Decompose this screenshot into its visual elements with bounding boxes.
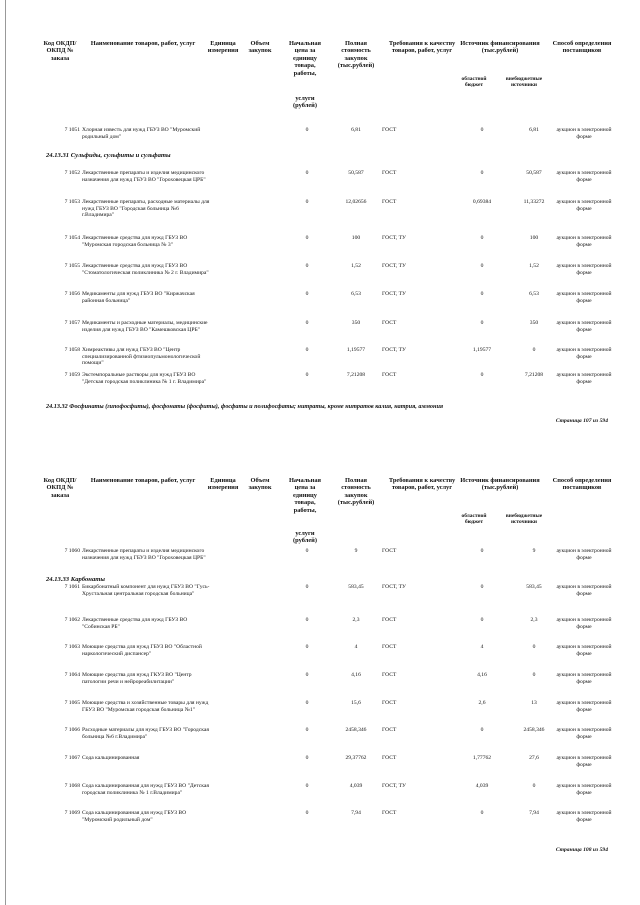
- row-name: Сода кальцинированная: [82, 755, 140, 761]
- row-total: 100: [351, 235, 361, 241]
- row-code: 7 1065: [64, 700, 80, 706]
- row-price: 0: [305, 727, 309, 733]
- row-regional: 0: [480, 584, 484, 590]
- row-code: 7 1069: [64, 810, 80, 816]
- row-code: 7 1057: [64, 320, 80, 326]
- row-code: 7 1052: [64, 170, 80, 176]
- row-code: 7 1068: [64, 783, 80, 789]
- row-external: 1,52: [529, 263, 539, 269]
- row-requirements: ГОСТ, ТУ: [382, 235, 406, 241]
- header-price: Начальная цена за единицу товара, работы,: [288, 477, 322, 514]
- row-price: 0: [305, 320, 309, 326]
- row-regional: 1,77762: [472, 755, 492, 761]
- section-heading: 24.13.33 Карбонаты: [46, 576, 105, 583]
- row-price: 0: [305, 700, 309, 706]
- row-code: 7 1062: [64, 617, 80, 623]
- row-requirements: ГОСТ: [382, 644, 397, 650]
- row-name: Сода кальцинированная для нужд ГБУЗ ВО "Детская городская поликлиника № 1 г.Владимира": [82, 783, 209, 796]
- row-requirements: ГОСТ: [382, 199, 397, 205]
- row-total: 15,6: [351, 700, 361, 706]
- row-name: Медикаменты и расходные материалы, медицинские изделия для нужд ГБУЗ ВО "Камешковская ЦРБ": [82, 320, 208, 333]
- header-price: Начальная цена за единицу товара, работы,: [288, 40, 322, 77]
- header-name: Наименование товаров, работ, услуг: [90, 477, 196, 484]
- header-volume: Объем закупок: [248, 477, 272, 492]
- row-regional: 0: [480, 291, 484, 297]
- row-regional: 4: [480, 644, 484, 650]
- row-total: 9: [354, 548, 358, 554]
- header-code: Код ОКДП/ ОКПД № заказа: [43, 40, 77, 62]
- row-price: 0: [305, 755, 309, 761]
- header-total: Полная стоимость закупок (тыс.рублей): [337, 40, 375, 70]
- row-price: 0: [305, 235, 309, 241]
- row-regional: 0: [480, 170, 484, 176]
- row-regional: 4,039: [475, 783, 489, 789]
- row-total: 2458,346: [345, 727, 367, 733]
- row-price: 0: [305, 548, 309, 554]
- row-external: 100: [529, 235, 539, 241]
- row-method: аукцион в электронной форме: [556, 372, 612, 385]
- row-code: 7 1064: [64, 672, 80, 678]
- header-requirements: Требования к качеству товаров, работ, услуг: [388, 477, 456, 492]
- row-code: 7 1061: [64, 584, 80, 590]
- row-method: аукцион в электронной форме: [556, 810, 612, 823]
- row-method: аукцион в электронной форме: [556, 347, 612, 360]
- header-method: Способ определения поставщиков: [552, 40, 612, 55]
- header-volume: Объем закупок: [248, 40, 272, 55]
- row-method: аукцион в электронной форме: [556, 727, 612, 740]
- row-external: 9: [532, 548, 536, 554]
- row-external: 0: [532, 347, 536, 353]
- row-code: 7 1067: [64, 755, 80, 761]
- row-requirements: ГОСТ: [382, 372, 397, 378]
- row-external: 13: [531, 700, 537, 706]
- row-price: 0: [305, 584, 309, 590]
- row-total: 1,52: [351, 263, 361, 269]
- row-requirements: ГОСТ, ТУ: [382, 347, 406, 353]
- row-total: 7,21208: [346, 372, 366, 378]
- row-total: 4: [354, 644, 358, 650]
- row-external: 0: [532, 644, 536, 650]
- row-regional: 0: [480, 127, 484, 133]
- row-external: 583,45: [526, 584, 542, 590]
- row-name: Лекарственные препараты и изделия медицинского назначения для нужд ГБУЗ ВО "Гороховецкая ЦРБ": [82, 548, 206, 561]
- row-code: 7 1051: [64, 127, 80, 133]
- row-total: 12,02656: [345, 199, 367, 205]
- header-source: Источник финансирования (тыс.рублей): [460, 40, 540, 55]
- row-external: 6,53: [529, 291, 539, 297]
- row-requirements: ГОСТ: [382, 127, 397, 133]
- row-price: 0: [305, 810, 309, 816]
- row-total: 4,16: [351, 672, 361, 678]
- row-name: Расходные материалы для нужд ГБУЗ ВО "Городская больница №6 г.Владимира": [82, 727, 209, 740]
- row-code: 7 1059: [64, 372, 80, 378]
- row-requirements: ГОСТ, ТУ: [382, 263, 406, 269]
- row-external: 2,3: [530, 617, 538, 623]
- row-name: Лекарственные средства для нужд ГБУЗ ВО "Муромская городская больница № 3": [82, 235, 188, 248]
- row-code: 7 1066: [64, 727, 80, 733]
- row-price: 0: [305, 347, 309, 353]
- row-requirements: ГОСТ: [382, 548, 397, 554]
- row-external: 7,21208: [524, 372, 544, 378]
- row-external: 350: [529, 320, 539, 326]
- row-code: 7 1063: [64, 644, 80, 650]
- row-regional: 0: [480, 320, 484, 326]
- row-regional: 0: [480, 372, 484, 378]
- row-method: аукцион в электронной форме: [556, 672, 612, 685]
- row-price: 0: [305, 644, 309, 650]
- row-total: 583,45: [348, 584, 364, 590]
- row-total: 50,587: [348, 170, 364, 176]
- row-regional: 0: [480, 548, 484, 554]
- row-method: аукцион в электронной форме: [556, 235, 612, 248]
- row-regional: 0: [480, 810, 484, 816]
- header-src-regional: областной бюджет: [461, 76, 487, 88]
- row-requirements: ГОСТ: [382, 755, 397, 761]
- row-method: аукцион в электронной форме: [556, 584, 612, 597]
- header-unit: Единица измерения: [207, 477, 239, 492]
- header-src-external: внебюджетные источники: [505, 76, 543, 88]
- row-name: Экстемпоральные растворы для нужд ГБУЗ ВО "Детская городская поликлиника № 1 г. Владимира": [82, 372, 207, 385]
- row-regional: 0: [480, 617, 484, 623]
- row-price: 0: [305, 127, 309, 133]
- row-price: 0: [305, 291, 309, 297]
- row-requirements: ГОСТ, ТУ: [382, 783, 406, 789]
- row-regional: 2,6: [478, 700, 486, 706]
- row-total: 350: [351, 320, 361, 326]
- row-total: 6,53: [351, 291, 361, 297]
- row-code: 7 1054: [64, 235, 80, 241]
- row-requirements: ГОСТ: [382, 727, 397, 733]
- row-external: 0: [532, 783, 536, 789]
- row-name: Моющие средства для нужд ГКУЗ ВО "Центр патологии речи и нейрореабилитации": [82, 672, 192, 685]
- row-price: 0: [305, 199, 309, 205]
- row-name: Моющие средства и хозяйственные товары для нужд ГБУЗ ВО "Муромская городская больница №1": [82, 700, 209, 713]
- row-external: 50,587: [526, 170, 542, 176]
- row-method: аукцион в электронной форме: [556, 127, 612, 140]
- row-method: аукцион в электронной форме: [556, 644, 612, 657]
- row-requirements: ГОСТ: [382, 320, 397, 326]
- row-external: 11,33272: [523, 199, 545, 205]
- row-code: 7 1056: [64, 291, 80, 297]
- row-code: 7 1055: [64, 263, 80, 269]
- header-unit: Единица измерения: [207, 40, 239, 55]
- row-requirements: ГОСТ: [382, 700, 397, 706]
- row-price: 0: [305, 617, 309, 623]
- row-external: 7,94: [529, 810, 539, 816]
- row-name: Лекарственные препараты, расходные материалы для нужд ГБУЗ ВО "Городская больница №6 г.Владимира": [82, 199, 210, 219]
- row-name: Сода кальцинированная для нужд ГБУЗ ВО "Муромский родильный дом": [82, 810, 187, 823]
- row-price: 0: [305, 783, 309, 789]
- header-source: Источник финансирования (тыс.рублей): [460, 477, 540, 492]
- row-method: аукцион в электронной форме: [556, 291, 612, 304]
- header-src-regional: областной бюджет: [461, 513, 487, 525]
- row-name: Хлорная известь для нужд ГБУЗ ВО "Муромский родильный дом": [82, 127, 201, 140]
- row-method: аукцион в электронной форме: [556, 548, 612, 561]
- section-heading: 24.13.32 Фосфинаты (гипофосфиты), фосфонаты (фосфиты), фосфаты и полифосфаты; нитраты, кроме нитратов калия, натрия, аммония: [46, 403, 444, 410]
- row-external: 2458,346: [523, 727, 545, 733]
- page-number: Страница 108 из 594: [555, 847, 608, 853]
- row-name: Бикарбонатный компонент для нужд ГБУЗ ВО "Гусь-Хрустальная центральная городская больница": [82, 584, 210, 597]
- row-total: 1,19577: [346, 347, 366, 353]
- row-method: аукцион в электронной форме: [556, 783, 612, 796]
- header-requirements: Требования к качеству товаров, работ, услуг: [388, 40, 456, 55]
- row-method: аукцион в электронной форме: [556, 263, 612, 276]
- header-total: Полная стоимость закупок (тыс.рублей): [337, 477, 375, 507]
- row-method: аукцион в электронной форме: [556, 199, 612, 212]
- row-total: 6,81: [351, 127, 361, 133]
- row-regional: 0: [480, 235, 484, 241]
- row-method: аукцион в электронной форме: [556, 617, 612, 630]
- row-total: 7,94: [351, 810, 361, 816]
- row-method: аукцион в электронной форме: [556, 170, 612, 183]
- row-total: 29,37762: [345, 755, 367, 761]
- row-requirements: ГОСТ, ТУ: [382, 291, 406, 297]
- row-code: 7 1058: [64, 347, 80, 353]
- row-total: 4,039: [349, 783, 363, 789]
- row-external: 6,81: [529, 127, 539, 133]
- row-regional: 1,19577: [472, 347, 492, 353]
- row-regional: 0,69384: [472, 199, 492, 205]
- row-requirements: ГОСТ: [382, 672, 397, 678]
- row-name: Химреактивы для нужд ГБУЗ ВО "Центр специализированной фтизиопульмонологической помощи": [82, 347, 201, 367]
- page-number: Страница 107 из 594: [555, 418, 608, 424]
- page-margin-line: [5, 0, 6, 905]
- row-requirements: ГОСТ: [382, 810, 397, 816]
- section-heading: 24.13.31 Сульфиды, сульфиты и сульфаты: [46, 152, 171, 159]
- header-name: Наименование товаров, работ, услуг: [90, 40, 196, 47]
- row-name: Лекарственные средства для нужд ГБУЗ ВО "Стоматологическая поликлиника № 2 г. Владимира": [82, 263, 209, 276]
- header-method: Способ определения поставщиков: [552, 477, 612, 492]
- header-code: Код ОКДП/ ОКПД № заказа: [43, 477, 77, 499]
- row-external: 0: [532, 672, 536, 678]
- row-name: Лекарственные средства для нужд ГБУЗ ВО "Собинская РБ": [82, 617, 188, 630]
- row-requirements: ГОСТ: [382, 170, 397, 176]
- row-total: 2,3: [352, 617, 360, 623]
- row-requirements: ГОСТ, ТУ: [382, 584, 406, 590]
- header-price-units: услуги (рублей): [293, 95, 317, 110]
- row-name: Медикаменты для нужд ГБУЗ ВО "Киржачская районная больница": [82, 291, 195, 304]
- row-price: 0: [305, 372, 309, 378]
- header-src-external: внебюджетные источники: [505, 513, 543, 525]
- row-external: 27,6: [529, 755, 539, 761]
- header-price-units: услуги (рублей): [293, 530, 317, 545]
- row-requirements: ГОСТ: [382, 617, 397, 623]
- row-method: аукцион в электронной форме: [556, 320, 612, 333]
- row-name: Лекарственные препараты и изделия медицинского назначения для нужд ГБУЗ ВО "Гороховецкая ЦРБ": [82, 170, 206, 183]
- row-code: 7 1053: [64, 199, 80, 205]
- row-regional: 0: [480, 263, 484, 269]
- row-regional: 4,16: [477, 672, 487, 678]
- row-method: аукцион в электронной форме: [556, 755, 612, 768]
- row-price: 0: [305, 672, 309, 678]
- row-name: Моющие средства для нужд ГБУЗ ВО "Областной наркологический диспансер": [82, 644, 202, 657]
- row-regional: 0: [480, 727, 484, 733]
- row-code: 7 1060: [64, 548, 80, 554]
- row-price: 0: [305, 170, 309, 176]
- row-price: 0: [305, 263, 309, 269]
- row-method: аукцион в электронной форме: [556, 700, 612, 713]
